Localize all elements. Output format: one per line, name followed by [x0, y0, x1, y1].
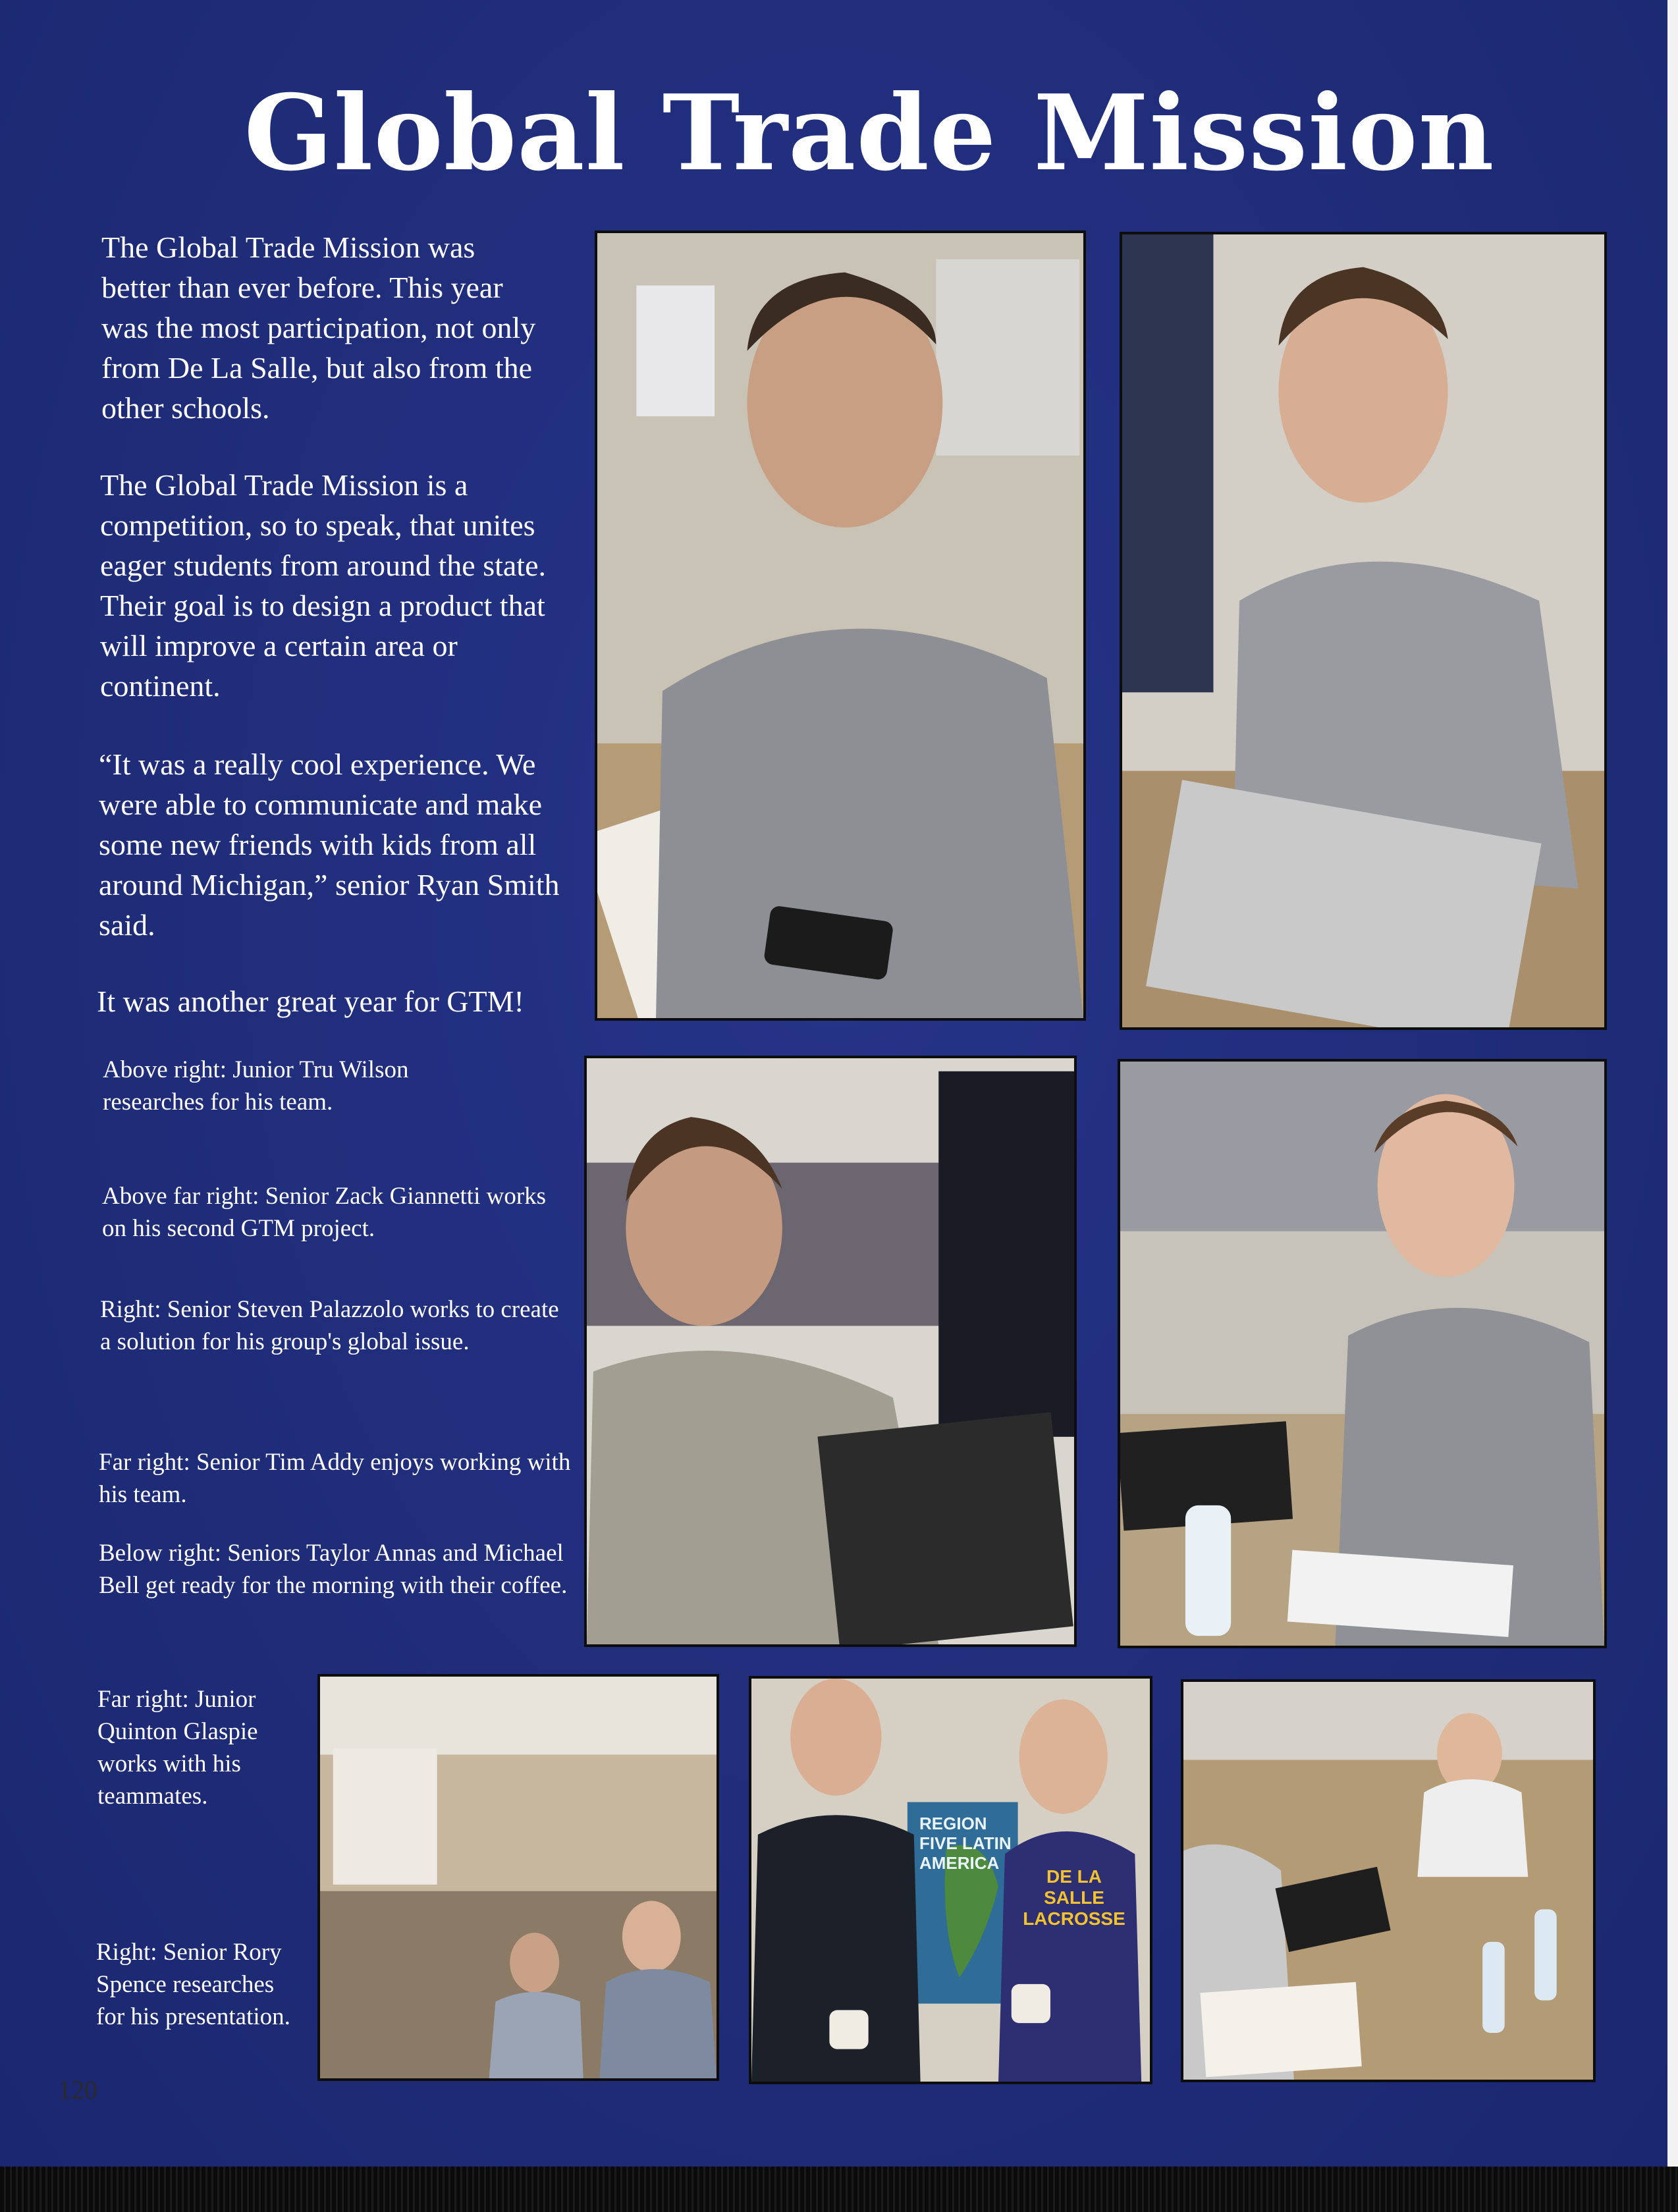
competition-paragraph: The Global Trade Mission is a competition, so to speak, that unites eager students from around the state. Their goal is to design a product that will improve a certain area or continent. [100, 468, 546, 703]
photo-zack-giannetti [1120, 232, 1607, 1030]
caption-above-right: Above right: Junior Tru Wilson researches for his team. [103, 1056, 409, 1116]
scan-border [0, 2167, 1678, 2212]
caption-above-far-right: Above far right: Senior Zack Giannetti works on his second GTM project. [102, 1183, 547, 1242]
caption-far-right-quinton: Far right: Junior Quinton Glaspie works with his teammates. [97, 1686, 258, 1810]
photo-rory-spence [1181, 1679, 1596, 2082]
page-title: Global Trade Mission [244, 72, 1495, 194]
page-number: 120 [58, 2075, 97, 2105]
hoodie-text: DE LA SALLE LACROSSE [1023, 1866, 1125, 1929]
intro-paragraph: The Global Trade Mission was better than ever before. This year was the most participation, not only from De La Salle, but also from the other schools. [101, 230, 536, 425]
caption-right-rory: Right: Senior Rory Spence researches for his presentation. [96, 1939, 290, 2030]
caption-right-steven: Right: Senior Steven Palazzolo works to create a solution for his group's global issue. [100, 1296, 559, 1355]
closing-paragraph: It was another great year for GTM! [97, 985, 524, 1018]
quote-paragraph: “It was a really cool experience. We were able to communicate and make some new friends with kids from all around Michigan,” senior Ryan Smith said. [99, 747, 560, 942]
photo-tim-addy [1118, 1059, 1607, 1648]
region-sign-text: REGION FIVE LATIN AMERICA [919, 1814, 1012, 1873]
photo-steven-palazzolo [584, 1056, 1077, 1647]
photo-tru-wilson [595, 230, 1086, 1021]
page-edge [1667, 0, 1678, 2167]
photo-taylor-michael [749, 1676, 1152, 2084]
photo-classroom-quinton [317, 1674, 719, 2081]
caption-below-right: Below right: Seniors Taylor Annas and Michael Bell get ready for the morning with their coffee. [99, 1540, 568, 1599]
caption-far-right-tim: Far right: Senior Tim Addy enjoys working with his team. [99, 1449, 571, 1508]
